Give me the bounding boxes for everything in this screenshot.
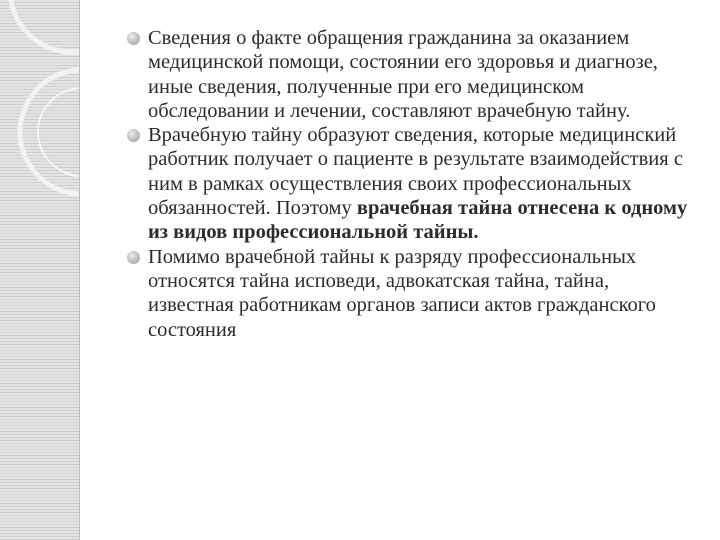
bullet-text-1: Сведения о факте обращения гражданина за оказанием медицинской помощи, состоянии его здоровья и диагнозе, иные сведения, полученные при его медицинском обследовании и лечении, составляют врачебную тайну.	[148, 27, 658, 122]
decorative-side-panel	[0, 0, 79, 540]
bullet-item-1	[127, 26, 697, 123]
bullet-text-2: Врачебную тайну образуют сведения, которые медицинский работник получает о пациенте в результате взаимодействия с ним в рамках осуществления своих профессиональных обязанностей. Поэтому	[148, 124, 683, 220]
bullet-list	[127, 26, 697, 342]
panel-divider	[79, 0, 80, 540]
bullet-icon	[127, 251, 140, 264]
bullet-icon	[127, 32, 140, 45]
bullet-text-2-bold: врачебная тайна отнесена к одному из видов профессиональной тайны.	[148, 197, 688, 244]
bullet-icon	[127, 129, 140, 142]
bullet-item-3	[127, 245, 697, 342]
decorative-circles-icon	[0, 0, 79, 540]
bullet-item-2	[127, 123, 697, 244]
bullet-text-3: Помимо врачебной тайны к разряду профессиональных относятся тайна исповеди, адвокатская тайна, тайна, известная работникам органов записи актов гражданского состояния	[148, 245, 656, 341]
